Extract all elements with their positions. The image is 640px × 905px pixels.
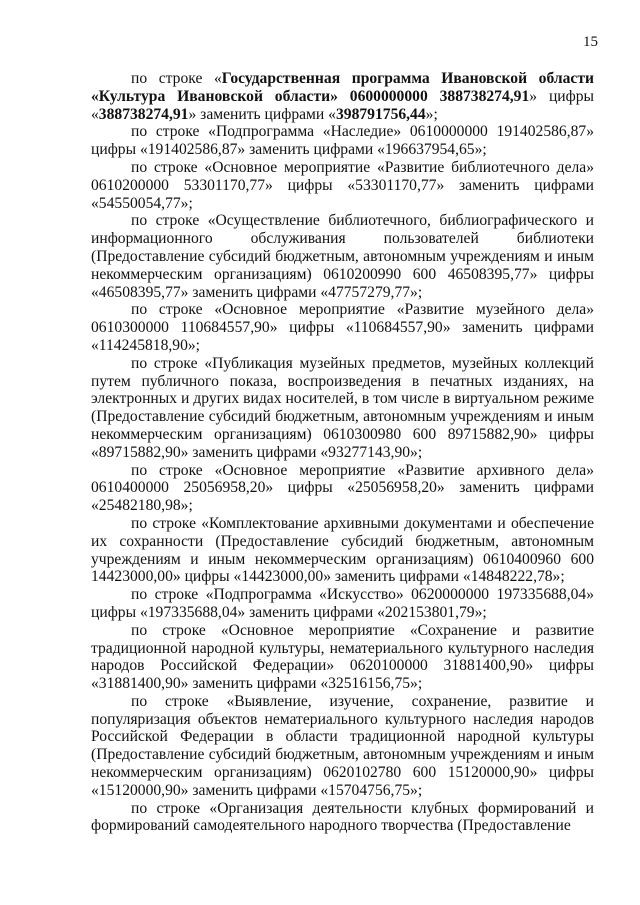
text-run: по строке «Основное мероприятие «Развитие музейного дела» 0610300000 110684557,90» цифры «110684557,90» заменить цифрами «114245818,90»; xyxy=(91,301,594,354)
bold-text-run: 398791756,44 xyxy=(335,105,426,123)
paragraph xyxy=(91,70,594,123)
paragraph xyxy=(91,622,594,693)
text-run: » цифры « xyxy=(91,87,595,123)
paragraph xyxy=(91,355,594,462)
bold-text-run: Государственная программа Ивановской области «Культура Ивановской области» 0600000000 388738274,91 xyxy=(91,70,594,105)
text-run: по строке «Комплектование архивными документами и обеспечение их сохранности (Предоставление субсидий бюджетным, автономным учреждениям и иным некоммерческим организациям) 0610400960 600 14423000,00» цифры «14423000,00» заменить цифрами «14848222,78»; xyxy=(91,514,594,586)
paragraph xyxy=(91,301,594,354)
paragraph xyxy=(91,800,594,836)
text-run: по строке «Публикация музейных предметов, музейных коллекций путем публичного показа, воспроизведения в печатных изданиях, на электронных и других видах носителей, в том числе в виртуальном режиме (Предоставление субсидий бюджетным, автономным учреждениям и иным некоммерческим организациям) 0610300980 600 89715882,90» цифры «89715882,90» заменить цифрами «93277143,90»; xyxy=(91,354,594,461)
text-run: по строке «Основное мероприятие «Сохранение и развитие традиционной народной культуры, нематериального культурного наследия народов Российской Федерации» 0620100000 31881400,90» цифры «31881400,90» заменить цифрами «32516156,75»; xyxy=(91,621,594,693)
text-run: по строке «Осуществление библиотечного, библиографического и информационного обслуживания пользователей библиотеки (Предоставление субсидий бюджетным, автономным учреждениям и иным некоммерческим организациям) 0610200990 600 46508395,77» цифры «46508395,77» заменить цифрами «47757279,77»; xyxy=(91,212,594,301)
paragraph xyxy=(91,462,594,515)
paragraph xyxy=(91,212,594,301)
paragraph xyxy=(91,586,594,622)
paragraph xyxy=(91,123,594,159)
bold-text-run: 388738274,91 xyxy=(98,105,189,123)
text-run: по строке «Подпрограмма «Искусство» 0620000000 197335688,04» цифры «197335688,04» заменить цифрами «202153801,79»; xyxy=(91,586,594,621)
text-run: по строке «Основное мероприятие «Развитие архивного дела» 0610400000 25056958,20» цифры «25056958,20» заменить цифрами «25482180,98»; xyxy=(91,461,594,515)
page-number: 15 xyxy=(583,34,598,50)
text-run: по строке «Выявление, изучение, сохранение, развитие и популяризация объектов нематериального культурного наследия народов Российской Федерации в области традиционной народной культуры (Предоставление субсидий бюджетным, автономным учреждениям и иным некоммерческим организациям) 0620102780 600 15120000,90» цифры «15120000,90» заменить цифрами «15704756,75»; xyxy=(91,692,594,799)
text-run: по строке « xyxy=(131,70,222,87)
text-run: по строке «Подпрограмма «Наследие» 0610000000 191402586,87» цифры «191402586,87» заменить цифрами «196637954,65»; xyxy=(91,123,594,159)
text-run: по строке «Основное мероприятие «Развитие библиотечного дела» 0610200000 53301170,77» цифры «53301170,77» заменить цифрами «54550054,77»; xyxy=(91,158,594,212)
text-run: » заменить цифрами « xyxy=(188,105,336,123)
text-run: »; xyxy=(425,105,438,123)
paragraph xyxy=(91,693,594,800)
document-body xyxy=(91,70,594,835)
text-run: по строке «Организация деятельности клубных формирований и формирований самодеятельного народного творчества (Предоставление xyxy=(91,799,594,835)
paragraph xyxy=(91,159,594,212)
paragraph xyxy=(91,515,594,586)
